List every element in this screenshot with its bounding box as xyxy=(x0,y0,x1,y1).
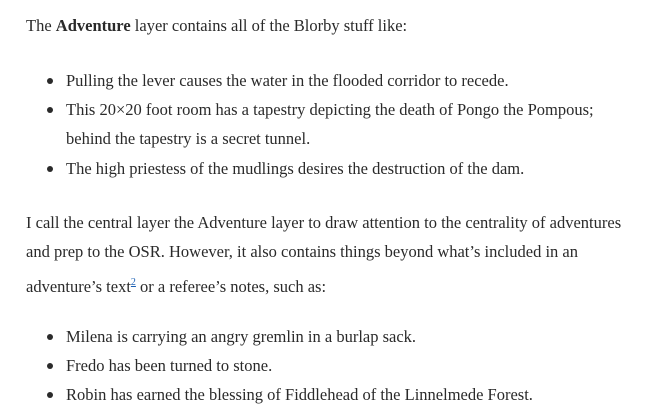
list-item-continuation: behind the tapestry is a secret tunnel. xyxy=(66,129,311,148)
paragraph-text-before-footnote: adventure’s text xyxy=(26,277,131,296)
list-item: This 20×20 foot room has a tapestry depicting the death of Pongo the Pompous; xyxy=(66,100,594,119)
bullet-icon xyxy=(47,166,53,172)
bullet-icon xyxy=(47,78,53,84)
list-item: The high priestess of the mudlings desires the destruction of the dam. xyxy=(66,159,525,178)
bullet-icon xyxy=(47,363,53,369)
paragraph-line xyxy=(26,277,326,300)
bullet-icon xyxy=(47,107,53,113)
paragraph-text-after-footnote: or a referee’s notes, such as: xyxy=(135,277,327,296)
intro-paragraph xyxy=(26,16,407,36)
list-item: Pulling the lever causes the water in the flooded corridor to recede. xyxy=(66,71,509,90)
bullet-icon xyxy=(47,392,53,398)
list-item: Robin has earned the blessing of Fiddlehead of the Linnelmede Forest. xyxy=(66,385,533,404)
paragraph-line: I call the central layer the Adventure layer to draw attention to the centrality of adventures xyxy=(26,213,622,232)
list-item: Fredo has been turned to stone. xyxy=(66,356,273,375)
intro-bold-term: Adventure xyxy=(55,16,131,35)
paragraph-line: and prep to the OSR. However, it also contains things beyond what’s included in an xyxy=(26,242,578,261)
intro-text-after: layer contains all of the Blorby stuff like: xyxy=(130,16,408,35)
footnote-link[interactable]: 2 xyxy=(130,277,136,288)
bullet-icon xyxy=(47,334,53,340)
list-item: Milena is carrying an angry gremlin in a burlap sack. xyxy=(66,327,417,346)
intro-text-before: The xyxy=(26,16,56,35)
